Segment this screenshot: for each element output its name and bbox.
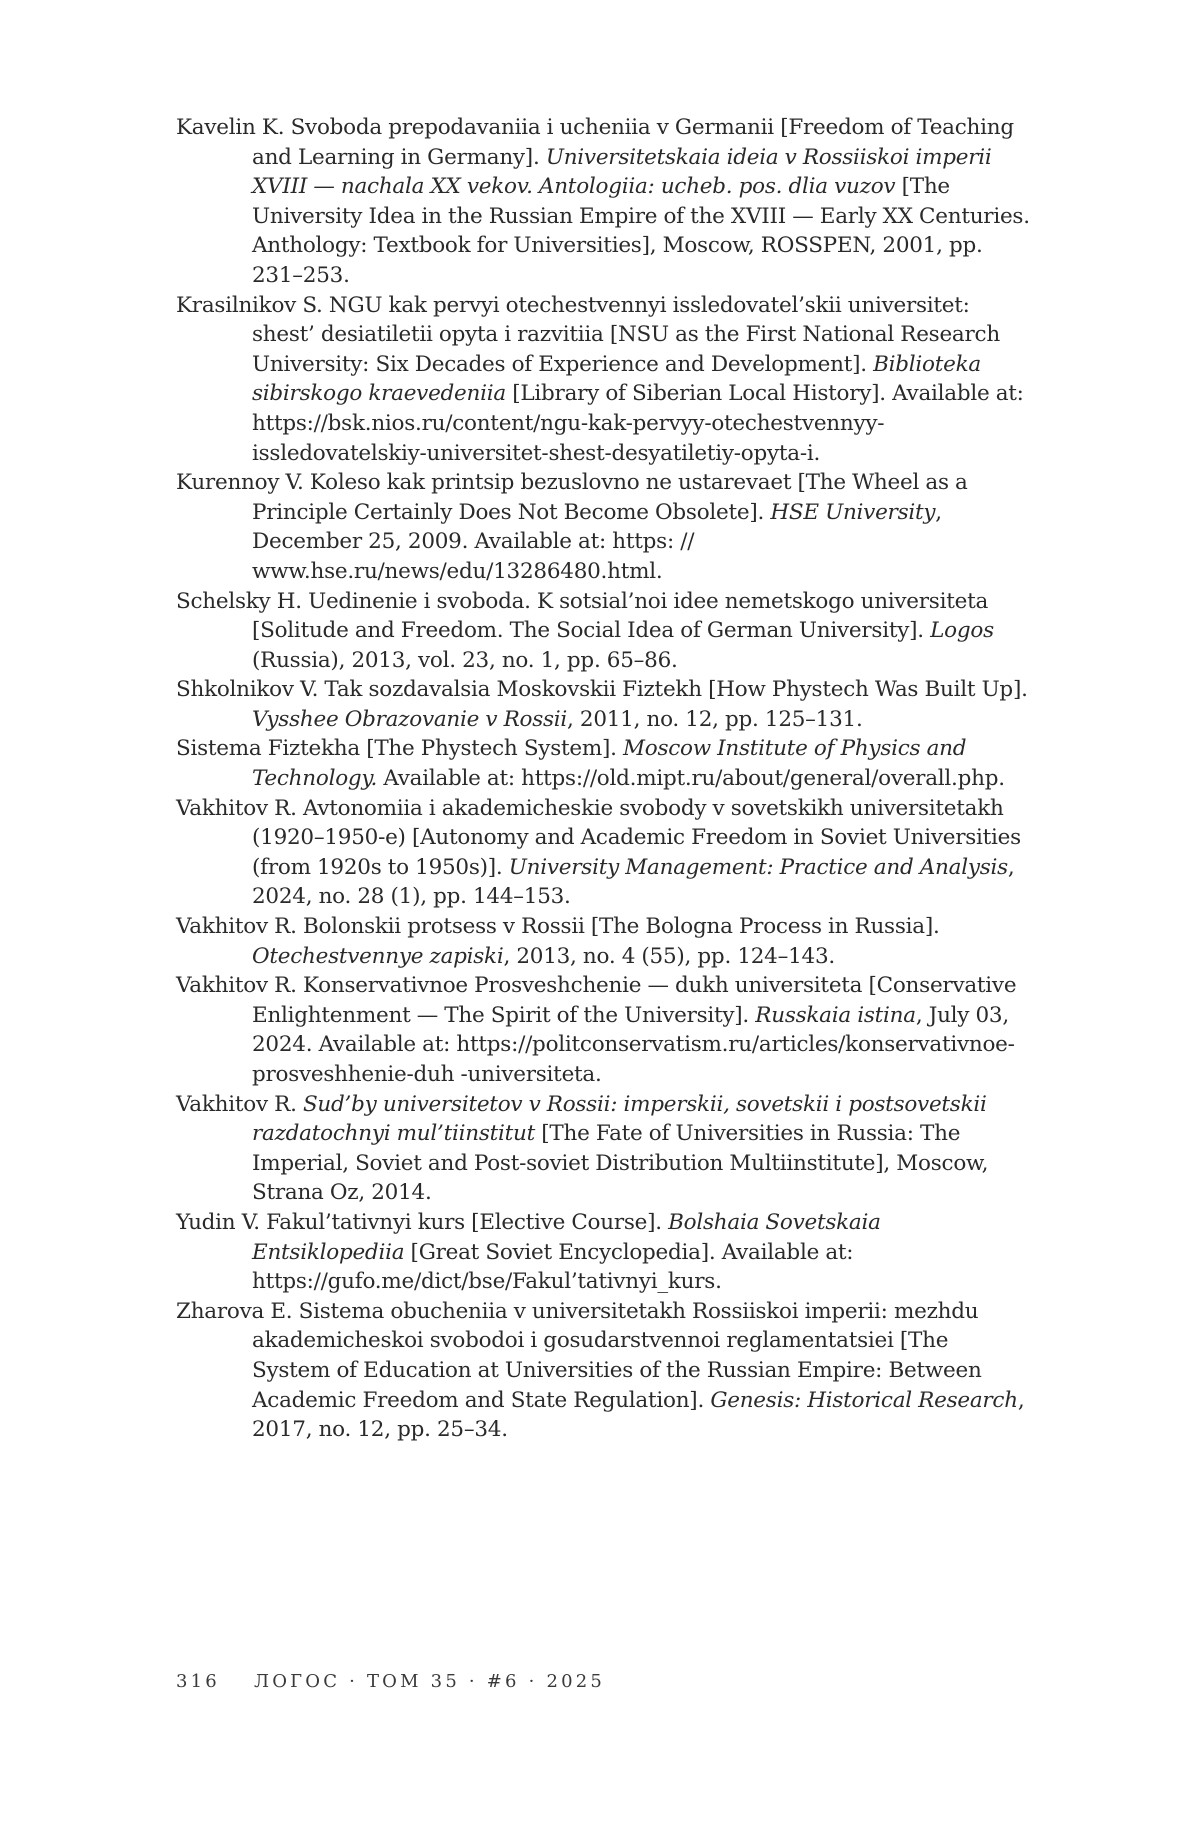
reference-entry [176, 1208, 1032, 1297]
reference-text: Vakhitov R. Konservativnoe Prosveshchenie — dukh universiteta [Conservative Enlightenment — The Spirit of the University]. [176, 973, 1017, 1028]
reference-text: Krasilnikov S. NGU kak pervyi otechestvennyi issledovatel’skii universitet: shest’ desiatiletii opyta i razvitiia [NSU as the First National Research University: Six Decades of Experience and Development]. [176, 292, 1000, 377]
reference-entry [176, 675, 1032, 734]
reference-details: [The Fate of Universities in Russia: The Imperial, Soviet and Post-soviet Distribution Multiinstitute], Moscow, Strana Oz, 2014. [252, 1121, 989, 1206]
reference-source: Russkaia istina [755, 1002, 916, 1028]
reference-entry [176, 113, 1032, 291]
reference-text: Kurennoy V. Koleso kak printsip bezuslovno ne ustarevaet [The Wheel as a Principle Certainly Does Not Become Obsolete]. [176, 470, 968, 525]
reference-source: HSE University [770, 499, 936, 525]
reference-source: Bolshaia Sovetskaia Entsiklopediia [252, 1209, 881, 1265]
reference-source: Genesis: Historical Research [710, 1387, 1018, 1413]
reference-text: Vakhitov R. Avtonomiia i akademicheskie svobody v sovetskikh universitetakh (1920–1950-e) [Autonomy and Academic Freedom in Soviet Universities (from 1920s to 1950s)]. [176, 795, 1021, 880]
reference-list [176, 113, 1032, 1445]
journal-running-title: ЛОГОС · ТОМ 35 · #6 · 2025 [253, 1671, 606, 1692]
reference-text: Yudin V. Fakul’tativnyi kurs [Elective Course]. [176, 1209, 669, 1235]
page-footer [176, 1671, 605, 1692]
reference-entry [176, 971, 1032, 1089]
reference-details: , 2011, no. 12, pp. 125–131. [567, 706, 863, 732]
reference-source: Vysshee Obrazovanie v Rossii [252, 706, 568, 732]
reference-source: Otechestvennye zapiski [252, 943, 504, 969]
reference-source: Sud’by universitetov v Rossii: imperskii, sovetskii i postsovetskii razdatochnyi mul’tiinstitut [252, 1091, 987, 1147]
reference-source: Universitetskaia ideia v Rossiiskoi imperii XVIII — nachala XX vekov. Antologiia: ucheb. pos. dlia vuzov [252, 144, 992, 200]
reference-text: Vakhitov R. Bolonskii protsess v Rossii [The Bologna Process in Russia]. [176, 914, 940, 940]
reference-source: Moscow Institute of Physics and Technology. [252, 736, 967, 792]
reference-details: , 2013, no. 4 (55), pp. 124–143. [503, 943, 835, 969]
reference-text: Schelsky H. Uedinenie i svoboda. K sotsial’noi idee nemetskogo universiteta [Solitude and Freedom. The Social Idea of German University]. [176, 588, 989, 644]
reference-text: Vakhitov R. [176, 1091, 303, 1117]
reference-details: , 2017, no. 12, pp. 25–34. [252, 1387, 1025, 1443]
reference-entry [176, 734, 1032, 793]
reference-text: Zharova E. Sistema obucheniia v universitetakh Rossiiskoi imperii: mezhdu akademicheskoi svobodoi i gosudarstvennoi reglamentatsiei [The System of Education at Universities of the Russian Empire: Between Academic Freedom and State Regulation]. [176, 1298, 982, 1413]
reference-details: , December 25, 2009. Available at: https: // www.hse.ru/news/edu/13286480.html. [252, 499, 942, 584]
reference-entry [176, 468, 1032, 586]
reference-details: (Russia), 2013, vol. 23, no. 1, pp. 65–86. [252, 647, 678, 673]
reference-entry [176, 1297, 1032, 1445]
reference-details: [The University Idea in the Russian Empire of the XVIII — Early XX Centuries. Anthology: Textbook for Universities], Moscow, ROSSPEN, 2001, pp. 231–253. [252, 174, 1030, 288]
reference-details: [Great Soviet Encyclopedia]. Available at: https://gufo.me/dict/bse/Fakul’tativnyi_kurs. [252, 1239, 854, 1295]
reference-details: , July 03, 2024. Available at: https://politconservatism.ru/articles/konservativnoe-prosveshhenie-duh -universiteta. [252, 1002, 1015, 1087]
reference-source: Biblioteka sibirskogo kraevedeniia [252, 351, 981, 407]
reference-entry [176, 291, 1032, 469]
reference-details: Available at: https://old.mipt.ru/about/general/overall.php. [377, 766, 1005, 792]
reference-details: , 2024, no. 28 (1), pp. 144–153. [252, 854, 1015, 910]
page-number: 316 [176, 1671, 220, 1692]
reference-text: Shkolnikov V. Tak sozdavalsia Moskovskii Fiztekh [How Phystech Was Built Up]. [176, 677, 1028, 703]
reference-entry [176, 794, 1032, 912]
reference-entry [176, 587, 1032, 676]
reference-source: University Management: Practice and Analysis [508, 854, 1008, 880]
reference-details: [Library of Siberian Local History]. Available at: https://bsk.nios.ru/content/ngu-kak-pervyy-otechestvennyy-issledovatelskiy-universitet-shest-desyatiletiy-opyta-i. [252, 381, 1024, 466]
reference-source: Logos [930, 618, 994, 644]
reference-entry [176, 1090, 1032, 1208]
reference-text: Kavelin K. Svoboda prepodavaniia i ucheniia v Germanii [Freedom of Teaching and Learning in Germany]. [176, 115, 1014, 170]
reference-entry [176, 912, 1032, 971]
reference-text: Sistema Fiztekha [The Phystech System]. [176, 736, 623, 762]
